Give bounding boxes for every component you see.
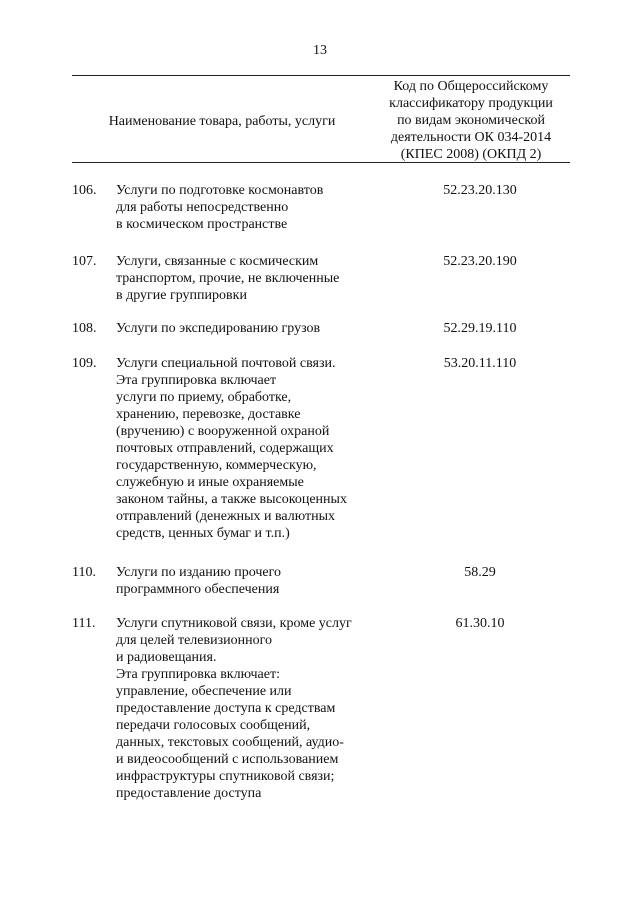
row-description-line: в другие группировки xyxy=(116,288,247,303)
row-description xyxy=(116,615,386,802)
table-top-rule xyxy=(72,75,570,76)
row-number: 106. xyxy=(72,183,97,198)
row-description-line: для целей телевизионного xyxy=(116,633,272,648)
row-code: 52.29.19.110 xyxy=(443,321,517,336)
row-description-line: хранению, перевозке, доставке xyxy=(116,407,301,422)
row-description-line: Эта группировка включает xyxy=(116,373,277,388)
row-description-line: услуги по приему, обработке, xyxy=(116,390,292,405)
row-description-line: транспортом, прочие, не включенные xyxy=(116,271,340,286)
row-description-line: Эта группировка включает: xyxy=(116,667,280,682)
column-header-code-line: по видам экономической xyxy=(397,113,545,128)
row-description-line: инфраструктуры спутниковой связи; xyxy=(116,769,335,784)
row-number: 108. xyxy=(72,321,97,336)
column-header-code-line: (КПЕС 2008) (ОКПД 2) xyxy=(400,147,542,162)
column-header-name: Наименование товара, работы, услуги xyxy=(108,114,336,129)
page-number: 13 xyxy=(313,43,327,58)
row-description-line: Услуги специальной почтовой связи. xyxy=(116,356,336,371)
column-header-code xyxy=(372,78,570,163)
row-description xyxy=(116,182,386,233)
row-description-line: Услуги по изданию прочего xyxy=(116,565,281,580)
column-header-code-line: классификатору продукции xyxy=(389,96,553,111)
row-description-line: программного обеспечения xyxy=(116,582,280,597)
row-description-line: государственную, коммерческую, xyxy=(116,458,317,473)
row-description-line: в космическом пространстве xyxy=(116,217,288,232)
row-number: 111. xyxy=(72,616,96,631)
column-header-code-line: деятельности ОК 034-2014 xyxy=(390,130,552,145)
row-description-line: (вручению) с вооруженной охраной xyxy=(116,424,330,439)
row-description-line: почтовых отправлений, содержащих xyxy=(116,441,334,456)
row-description-line: и радиовещания. xyxy=(116,650,217,665)
row-code: 52.23.20.130 xyxy=(443,183,517,198)
row-description-line: служебную и иные охраняемые xyxy=(116,475,304,490)
row-description-line: предоставление доступа xyxy=(116,786,262,801)
row-description-line: Услуги спутниковой связи, кроме услуг xyxy=(116,616,352,631)
row-code: 52.23.20.190 xyxy=(443,254,517,269)
table-header-rule xyxy=(72,162,570,163)
row-description-line: отправлений (денежных и валютных xyxy=(116,509,336,524)
row-description-line: Услуги по экспедированию грузов xyxy=(116,321,321,336)
row-number: 107. xyxy=(72,254,97,269)
row-description xyxy=(116,564,386,598)
row-description-line: для работы непосредственно xyxy=(116,200,289,215)
row-description-line: и видеосообщений с использованием xyxy=(116,752,339,767)
row-code: 53.20.11.110 xyxy=(443,356,517,371)
row-description-line: предоставление доступа к средствам xyxy=(116,701,336,716)
row-description-line: законом тайны, а также высокоценных xyxy=(116,492,347,507)
row-number: 109. xyxy=(72,356,97,371)
row-description-line: данных, текстовых сообщений, аудио- xyxy=(116,735,344,750)
row-description xyxy=(116,320,386,337)
row-code: 61.30.10 xyxy=(455,616,505,631)
row-description-line: Услуги, связанные с космическим xyxy=(116,254,319,269)
row-description xyxy=(116,253,386,304)
row-description-line: управление, обеспечение или xyxy=(116,684,292,699)
row-number: 110. xyxy=(72,565,96,580)
column-header-code-line: Код по Общероссийскому xyxy=(393,79,549,94)
row-code: 58.29 xyxy=(464,565,496,580)
row-description xyxy=(116,355,386,542)
row-description-line: Услуги по подготовке космонавтов xyxy=(116,183,324,198)
row-description-line: средств, ценных бумаг и т.п.) xyxy=(116,526,290,541)
row-description-line: передачи голосовых сообщений, xyxy=(116,718,311,733)
